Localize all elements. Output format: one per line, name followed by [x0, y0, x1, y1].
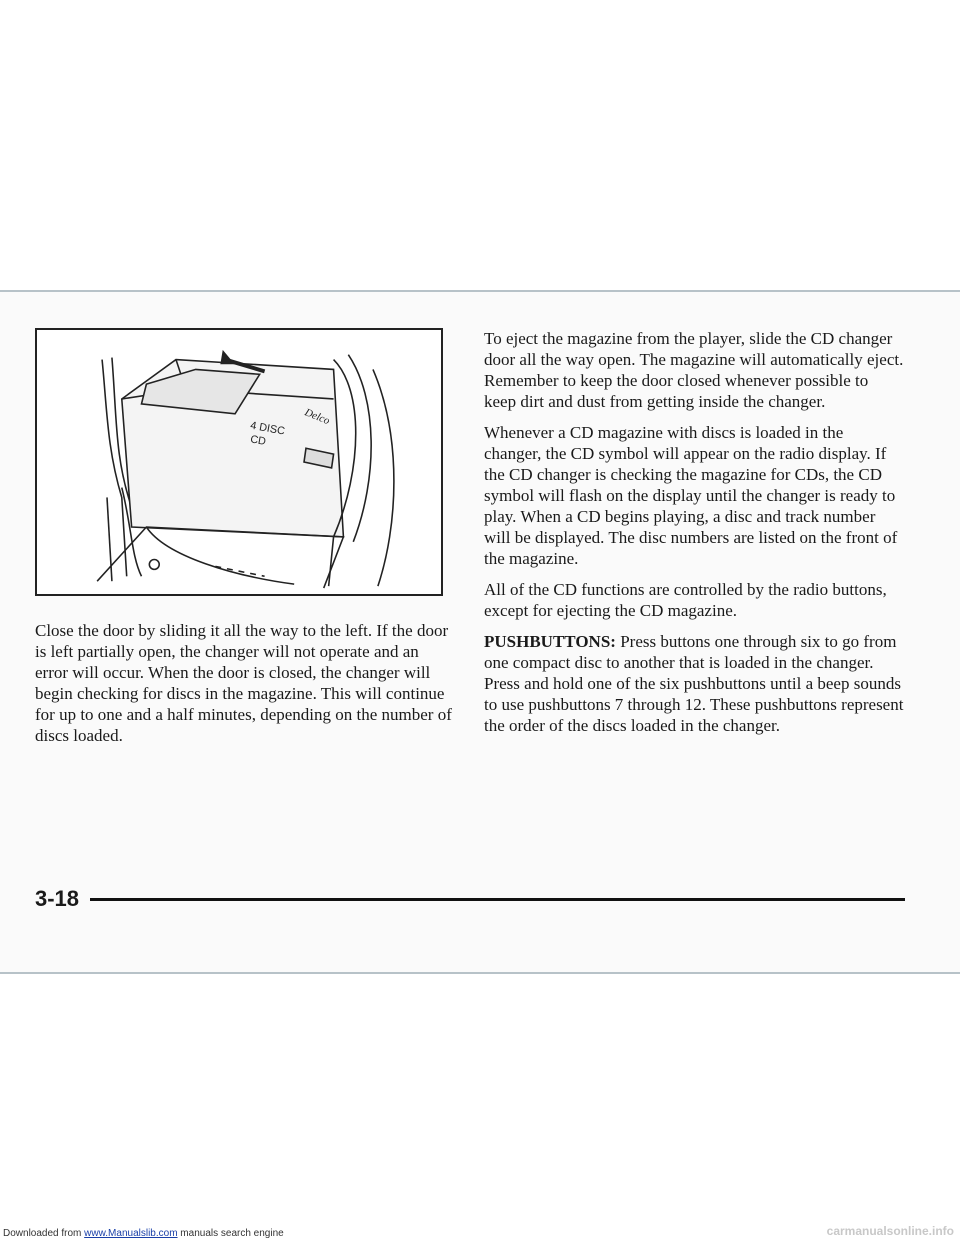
pushbuttons-heading: PUSHBUTTONS:: [484, 632, 616, 651]
cd-changer-illustration: [35, 328, 443, 596]
disc-label-line1: 4 DISC: [249, 419, 286, 438]
footer-prefix: Downloaded from: [3, 1228, 85, 1239]
right-column: [484, 328, 904, 746]
footer-suffix: manuals search engine: [177, 1228, 284, 1239]
eject-paragraph: To eject the magazine from the player, slide the CD changer door all the way open. The magazine will automatically eject. Remember to keep the door closed whenever possible to keep dirt and dust from getting inside the changer.: [484, 329, 904, 411]
disc-label-line2: CD: [249, 433, 267, 448]
close-door-paragraph: Close the door by sliding it all the way to the left. If the door is left partially open, the changer will not operate and an error will occur. When the door is closed, the changer will begin checking for discs in the magazine. This will continue for up to one and a half minutes, depending on the number of discs loaded.: [35, 621, 452, 745]
watermark: carmanualsonline.info: [826, 1224, 954, 1238]
page-number: 3-18: [35, 886, 80, 911]
manualslib-link[interactable]: www.Manualslib.com: [84, 1228, 178, 1239]
footer-rule: [90, 898, 905, 901]
pushbuttons-text: Press buttons one through six to go from one compact disc to another that is loaded in the changer. Press and hold one of the six pushbuttons until a beep sounds to use pushbuttons 7 through 12. These pushbuttons represent the order of the discs loaded in the changer.: [484, 632, 904, 735]
brand-label: Delco: [302, 406, 332, 428]
cd-symbol-paragraph: Whenever a CD magazine with discs is loaded in the changer, the CD symbol will appear on the radio display. If the CD changer is checking the magazine for CDs, the CD symbol will flash on the display until the changer is ready to play. When a CD begins playing, a disc and track number will be displayed. The disc numbers are listed on the front of the magazine.: [484, 423, 898, 568]
pushbuttons-paragraph: [484, 631, 904, 736]
left-column: [35, 620, 455, 756]
download-footer: [3, 1228, 284, 1239]
functions-paragraph: All of the CD functions are controlled by the radio buttons, except for ejecting the CD magazine.: [484, 580, 887, 620]
